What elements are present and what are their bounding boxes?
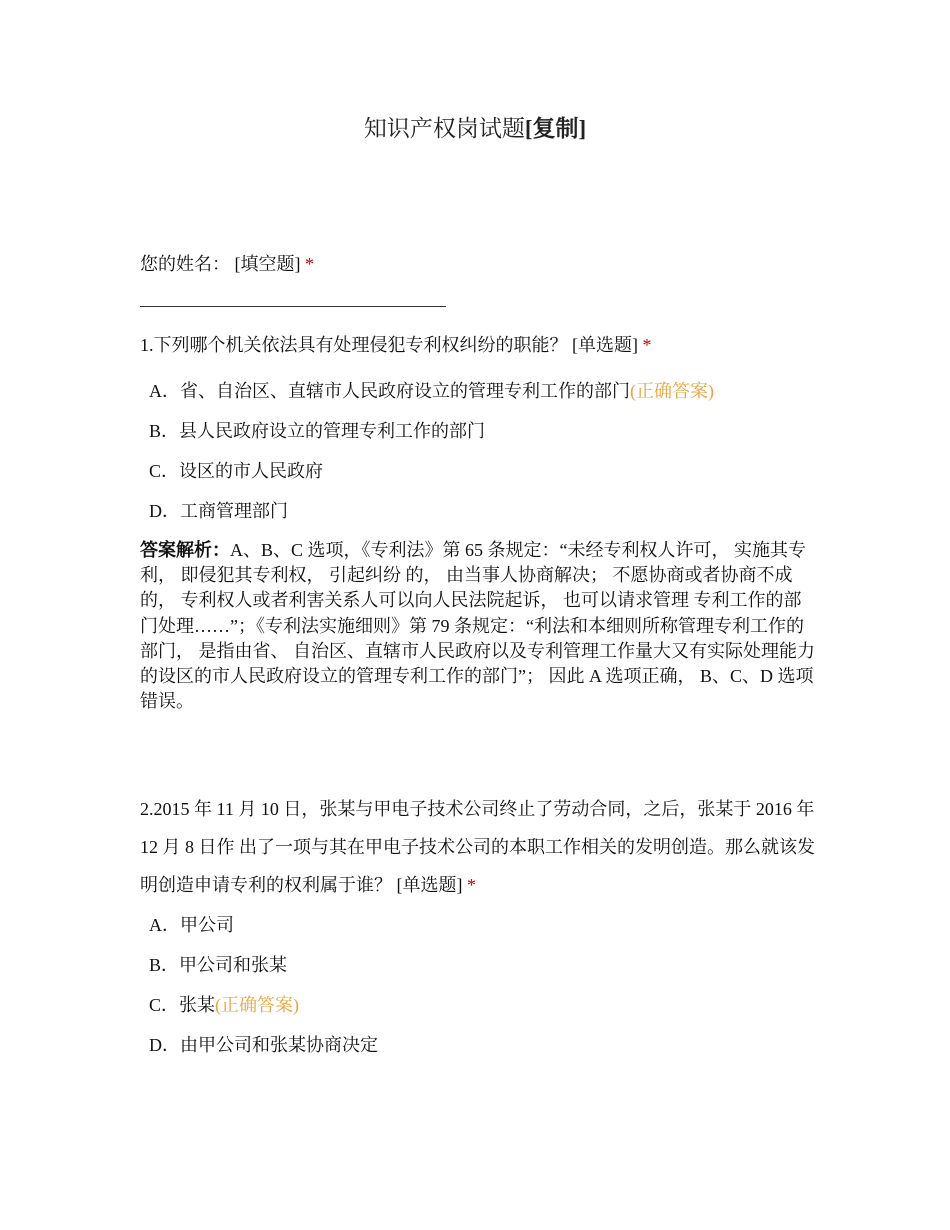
title-suffix: [复制]: [524, 116, 587, 141]
name-input-line[interactable]: [140, 306, 446, 307]
question-type: [填空题]: [234, 254, 301, 274]
question-1-text: 1.下列哪个机关依法具有处理侵犯专利权纠纷的职能？: [140, 335, 568, 355]
question-2-text: 2.2015 年 11 月 10 日，张某与甲电子技术公司终止了劳动合同，之后，张某于 2016 年 12 月 8 日作 出了一项与其在甲电子技术公司的本职工作相关的发明创造。那么就该发明创造申请专利的权利属于谁？: [140, 799, 815, 895]
correct-answer-badge: (正确答案): [215, 995, 300, 1015]
correct-answer-badge: (正确答案): [630, 381, 714, 401]
q2-option-a[interactable]: [149, 913, 234, 937]
required-mark: *: [305, 254, 314, 274]
question-2: [140, 790, 820, 904]
required-mark: *: [467, 875, 476, 895]
analysis-label: 答案解析：: [140, 540, 230, 560]
name-question-label: 您的姓名：: [140, 254, 230, 274]
page-title: [0, 110, 950, 143]
question-1: [140, 333, 820, 357]
option-text: A．甲公司: [149, 915, 234, 935]
option-text: C．张某: [149, 995, 216, 1015]
answer-analysis: [140, 538, 816, 714]
option-text: A．省、自治区、直辖市人民政府设立的管理专利工作的部门: [149, 381, 630, 401]
question-type: [单选题]: [396, 875, 463, 895]
analysis-text: A、B、C 选项，《专利法》第 65 条规定：“未经专利权人许可， 实施其专利， 即侵犯其专利权， 引起纠纷 的， 由当事人协商解决； 不愿协商或者协商不成的， 专利权人或者利害关系人可以向人民法院起诉， 也可以请求管理 专利工作的部门处理……”；《专利法实施细则》第 79 条规定：“利法和本细则所称管理专利工作的部门， 是指由省、 自治区、直辖市人民政府以及专利管理工作量大又有实际处理能力的设区的市人民政府设立的管理专利工作的部门”； 因此 A 选项正确， B、C、D 选项错误。: [140, 540, 815, 712]
q2-option-d[interactable]: [149, 1033, 378, 1057]
q1-option-c[interactable]: [149, 459, 323, 483]
option-text: B．县人民政府设立的管理专利工作的部门: [149, 421, 486, 441]
option-text: C．设区的市人民政府: [149, 461, 324, 481]
q2-option-c[interactable]: [149, 993, 299, 1017]
title-main: 知识产权岗试题: [363, 116, 525, 141]
option-text: D．由甲公司和张某协商决定: [149, 1035, 378, 1055]
required-mark: *: [642, 335, 652, 355]
name-question: [140, 252, 820, 276]
question-type: [单选题]: [572, 335, 638, 355]
option-text: D．工商管理部门: [149, 501, 288, 521]
q2-option-b[interactable]: [149, 953, 287, 977]
q1-option-a[interactable]: [149, 379, 714, 403]
q1-option-b[interactable]: [149, 419, 485, 443]
q1-option-d[interactable]: [149, 499, 288, 523]
option-text: B．甲公司和张某: [149, 955, 288, 975]
